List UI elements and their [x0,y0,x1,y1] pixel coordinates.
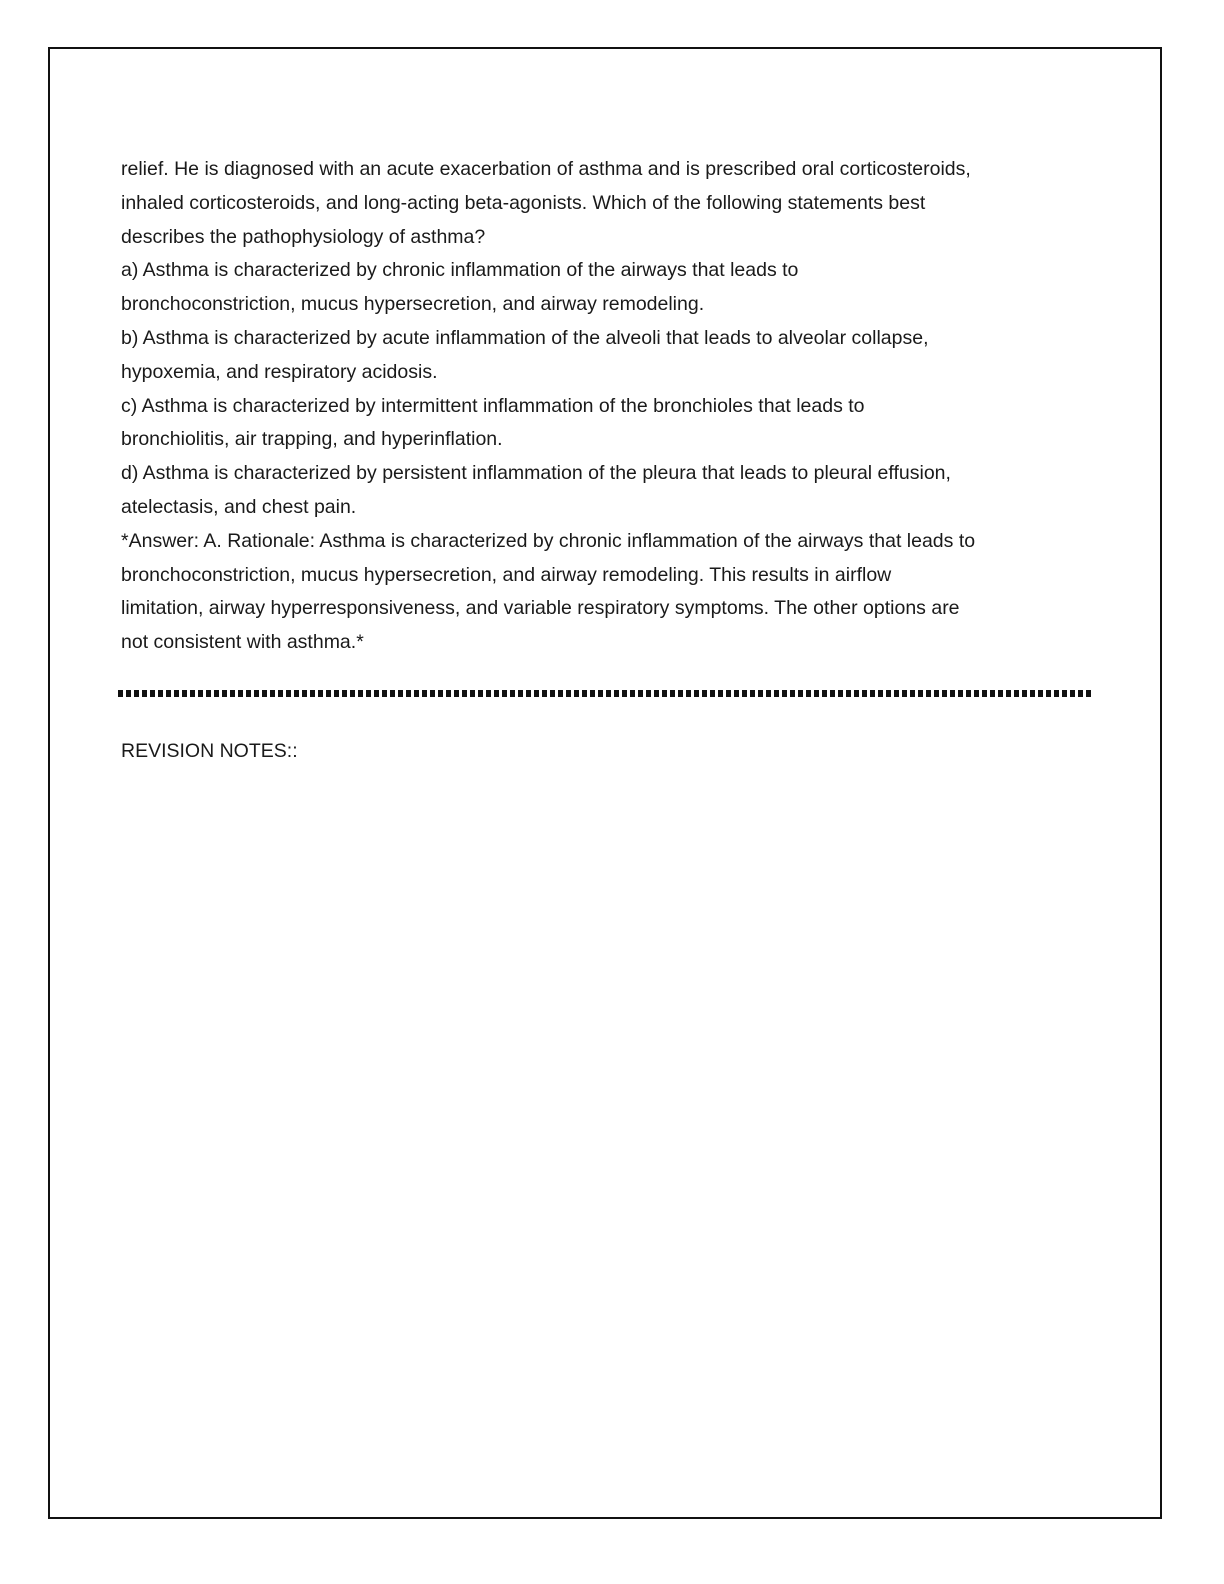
question-block [121,153,1111,660]
question-line: describes the pathophysiology of asthma? [121,225,486,248]
option-b-line: b) Asthma is characterized by acute inflammation of the alveoli that leads to alveolar collapse, [121,326,929,349]
answer-line: *Answer: A. Rationale: Asthma is characterized by chronic inflammation of the airways that leads to [121,529,976,552]
option-a [121,254,1111,322]
option-c-line: c) Asthma is characterized by intermittent inflammation of the bronchioles that leads to [121,394,865,417]
option-d-line: atelectasis, and chest pain. [121,495,357,518]
answer-line: bronchoconstriction, mucus hypersecretion, and airway remodeling. This results in airflow [121,563,892,586]
option-c-line: bronchiolitis, air trapping, and hyperinflation. [121,428,503,451]
answer-line: limitation, airway hyperresponsiveness, and variable respiratory symptoms. The other options are [121,597,960,620]
question-line: inhaled corticosteroids, and long-acting beta-agonists. Which of the following statements best [121,191,926,214]
dotted-divider [118,690,1092,697]
option-b [121,322,1111,390]
option-d [121,457,1111,525]
option-c [121,390,1111,458]
answer-rationale [121,525,1111,660]
answer-line: not consistent with asthma.* [121,631,364,654]
question-text [121,153,1111,254]
option-a-line: bronchoconstriction, mucus hypersecretion, and airway remodeling. [121,293,705,316]
revision-notes-label: REVISION NOTES:: [121,740,298,762]
option-a-line: a) Asthma is characterized by chronic inflammation of the airways that leads to [121,259,799,282]
option-b-line: hypoxemia, and respiratory acidosis. [121,360,438,383]
question-line: relief. He is diagnosed with an acute exacerbation of asthma and is prescribed oral corticosteroids, [121,158,971,180]
option-d-line: d) Asthma is characterized by persistent inflammation of the pleura that leads to pleural effusion, [121,462,951,485]
